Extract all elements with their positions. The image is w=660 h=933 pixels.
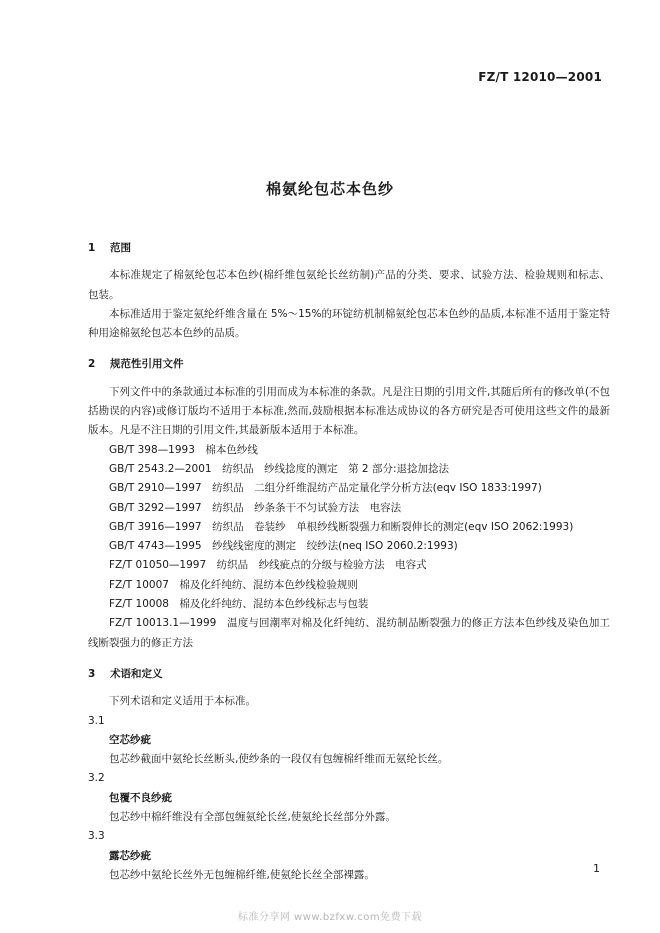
- paragraph: 本标准适用于鉴定氨纶纤维含量在 5%～15%的环锭纺机制棉氨纶包芯本色纱的品质,本标准不适用于鉴定特种用途棉氨纶包芯本色纱的品质。: [88, 307, 610, 340]
- section-title: 术语和定义: [110, 667, 163, 680]
- reference-item: GB/T 398—1993 棉本色纱线: [109, 443, 258, 456]
- reference-item: GB/T 3916—1997 纺织品 卷装纱 单根纱线断裂强力和断裂伸长的测定(eqv ISO 2062:1993): [109, 520, 574, 533]
- section-title: 规范性引用文件: [110, 358, 184, 371]
- section-heading-3: [88, 665, 610, 684]
- term-definition: 包芯纱中氨纶长丝外无包缠棉纤维,使氨纶长丝全部裸露。: [109, 868, 375, 881]
- section-number: 1: [88, 242, 96, 254]
- paragraph: 下列术语和定义适用于本标准。: [109, 695, 256, 708]
- paragraph: 下列文件中的条款通过本标准的引用而成为本标准的条款。凡是注日期的引用文件,其随后所有的修改单(不包括勘误的内容)或修订版均不适用于本标准,然而,鼓励根据本标准达成协议的各方研究是否可使用这些文件的最新版本。凡是不注日期的引用文件,其最新版本适用于本标准。: [88, 385, 610, 437]
- term-name: 包覆不良纱疵: [109, 791, 172, 804]
- section-title: 范围: [110, 242, 131, 254]
- page-number: 1: [593, 862, 600, 875]
- watermark-text: 标准分享网 www.bzfxw.com免费下载: [237, 912, 423, 923]
- reference-item: FZ/T 10007 棉及化纤纯纺、混纺本色纱线检验规则: [109, 578, 358, 591]
- reference-item: FZ/T 10008 棉及化纤纯纺、混纺本色纱线标志与包装: [109, 598, 369, 611]
- term-name: 空芯纱疵: [109, 733, 151, 746]
- term-number: 3.3: [88, 830, 105, 843]
- section-number: 3: [88, 667, 96, 680]
- reference-item: GB/T 4743—1995 纱线线密度的测定 绞纱法(neq ISO 2060.2:1993): [109, 540, 458, 553]
- reference-item: GB/T 2910—1997 纺织品 二组分纤维混纺产品定量化学分析方法(eqv ISO 1833:1997): [109, 482, 542, 495]
- section-heading-1: [88, 239, 610, 258]
- section-number: 2: [88, 358, 96, 371]
- term-name: 露芯纱疵: [109, 849, 151, 862]
- term-definition: 包芯纱中棉纤维没有全部包缠氨纶长丝,使氨纶长丝部分外露。: [109, 811, 396, 824]
- section-heading-2: [88, 355, 610, 374]
- reference-item: GB/T 2543.2—2001 纺织品 纱线捻度的测定 第 2 部分:退捻加捻法: [109, 462, 449, 475]
- standard-code: FZ/T 12010—2001: [478, 70, 602, 84]
- reference-item: FZ/T 01050—1997 纺织品 纱线疵点的分级与检验方法 电容式: [109, 559, 427, 572]
- term-number: 3.1: [88, 714, 105, 727]
- term-definition: 包芯纱截面中氨纶长丝断头,使纱条的一段仅有包缠棉纤维而无氨纶长丝。: [109, 753, 449, 766]
- term-number: 3.2: [88, 772, 105, 785]
- paragraph: 本标准规定了棉氨纶包芯本色纱(棉纤维包氨纶长丝纺制)产品的分类、要求、试验方法、检验规则和标志、包装。: [88, 269, 610, 301]
- reference-item: GB/T 3292—1997 纺织品 纱条条干不匀试验方法 电容法: [109, 501, 402, 514]
- document-title: 棉氨纶包芯本色纱: [265, 180, 394, 198]
- reference-item: FZ/T 10013.1—1999 温度与回潮率对棉及化纤纯纺、混纺制品断裂强力的修正方法本色纱线及染色加工线断裂强力的修正方法: [88, 617, 610, 649]
- document-body: [88, 239, 610, 885]
